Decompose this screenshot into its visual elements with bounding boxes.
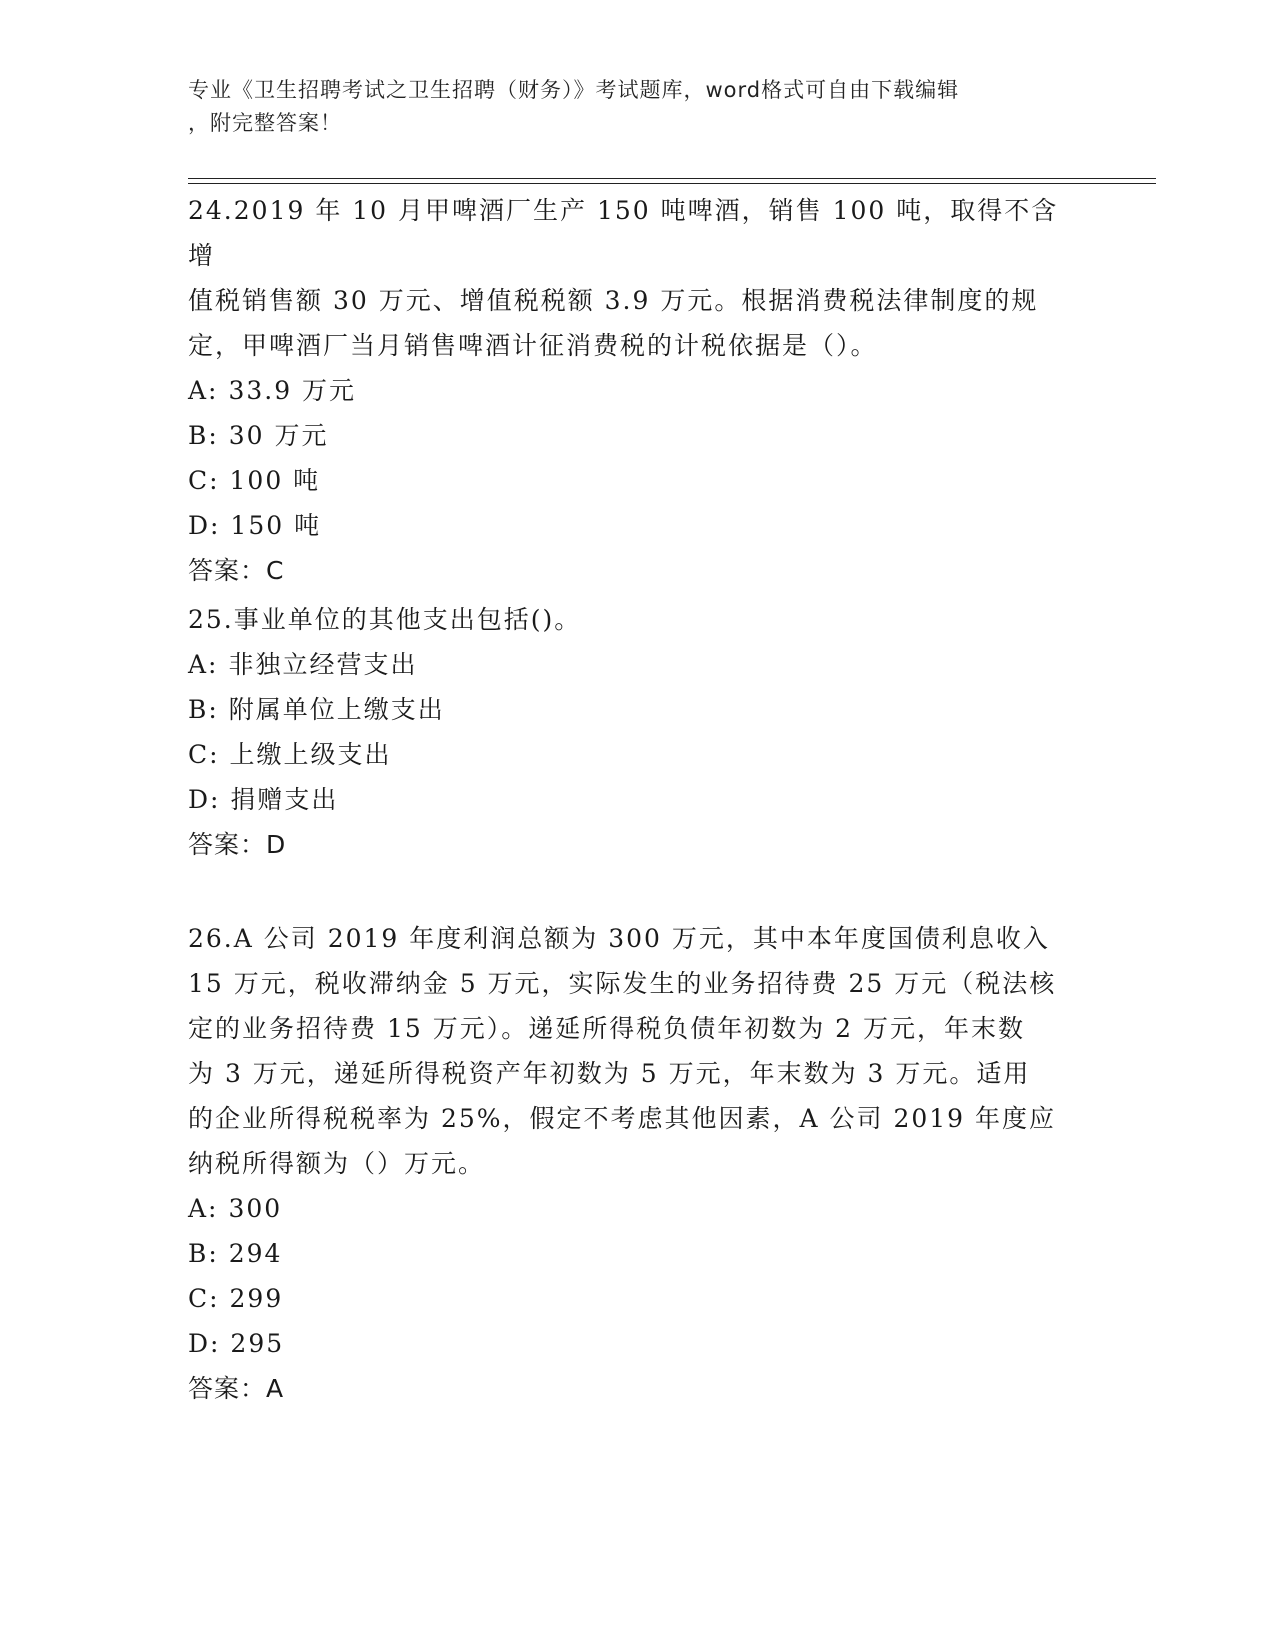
option-a [188,642,1078,687]
option-text: 294 [228,1239,283,1268]
question-26 [188,916,1078,1411]
option-text: 299 [229,1284,284,1313]
question-stem-line: 25.事业单位的其他支出包括()。 [188,605,582,634]
option-text: 150 吨 [230,511,322,540]
option-text: 33.9 万元 [228,376,357,405]
option-letter: C: [188,1284,220,1313]
option-text: 100 吨 [229,466,321,495]
header-line-2: ，附完整答案！ [188,111,342,135]
option-letter: A: [188,650,219,679]
option-d [188,777,1078,822]
option-a [188,368,1078,413]
question-stem-line: 值税销售额 30 万元、增值税税额 3.9 万元。根据消费税法律制度的规 [188,286,1039,315]
option-c [188,1276,1078,1321]
option-letter: D: [188,1329,221,1358]
option-text: 捐赠支出 [230,785,339,814]
option-letter: C: [188,740,220,769]
header-divider-bottom [188,183,1156,184]
option-text: 300 [228,1194,283,1223]
option-text: 295 [230,1329,285,1358]
question-stem-line: 为 3 万元，递延所得税资产年初数为 5 万元，年末数为 3 万元。适用 [188,1059,1031,1088]
option-letter: D: [188,785,221,814]
option-b [188,413,1078,458]
option-letter: B: [188,695,219,724]
document-header [188,74,1068,140]
header-line-1: 专业《卫生招聘考试之卫生招聘（财务）》考试题库，word格式可自由下载编辑 [188,78,960,102]
option-letter: B: [188,1239,219,1268]
question-25 [188,597,1078,867]
question-stem-line: 定的业务招待费 15 万元）。递延所得税负债年初数为 2 万元，年末数 [188,1014,1026,1043]
option-letter: B: [188,421,219,450]
question-stem-line: 纳税所得额为（）万元。 [188,1149,486,1178]
question-stem-line: 的企业所得税税率为 25%，假定不考虑其他因素，A 公司 2019 年度应 [188,1104,1057,1133]
question-stem-line: 26.A 公司 2019 年度利润总额为 300 万元，其中本年度国债利息收入 [188,924,1050,953]
option-text: 非独立经营支出 [228,650,418,679]
option-letter: A: [188,376,219,405]
answer-line: 答案：D [188,830,287,859]
answer-line: 答案：C [188,556,285,585]
question-stem-line: 24.2019 年 10 月甲啤酒厂生产 150 吨啤酒，销售 100 吨，取得不含增 [188,196,1059,270]
option-b [188,1231,1078,1276]
option-letter: D: [188,511,221,540]
question-stem-line: 定，甲啤酒厂当月销售啤酒计征消费税的计税依据是（）。 [188,331,878,360]
option-text: 上缴上级支出 [229,740,392,769]
option-text: 30 万元 [228,421,329,450]
option-b [188,687,1078,732]
option-d [188,503,1078,548]
option-text: 附属单位上缴支出 [228,695,445,724]
answer-line: 答案：A [188,1374,285,1403]
option-a [188,1186,1078,1231]
option-letter: A: [188,1194,219,1223]
option-c [188,458,1078,503]
question-24 [188,188,1078,593]
option-c [188,732,1078,777]
header-divider-top [188,178,1156,179]
option-letter: C: [188,466,220,495]
question-stem-line: 15 万元，税收滞纳金 5 万元，实际发生的业务招待费 25 万元（税法核 [188,969,1057,998]
option-d [188,1321,1078,1366]
